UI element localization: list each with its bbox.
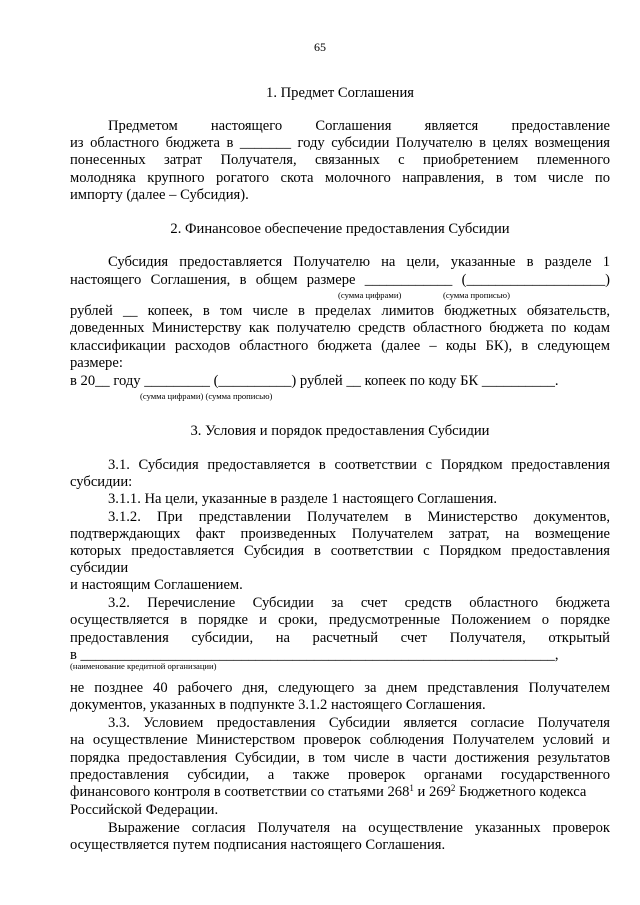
- hint-credit-org: (наименование кредитной организации): [70, 661, 217, 671]
- p33-line-1: 3.3. Условием предоставления Субсидии является согласие Получателя: [108, 715, 610, 731]
- s1-line-1: Предметом настоящего Соглашения является предоставление: [108, 118, 610, 134]
- section-2-heading: 2. Финансовое обеспечение предоставления Субсидии: [170, 221, 510, 237]
- s2-line-1: Субсидия предоставляется Получателю на цели, указанные в разделе 1: [108, 254, 610, 270]
- s1-line-5: импорту (далее – Субсидия).: [70, 187, 249, 203]
- s2-line-6: размере:: [70, 355, 123, 371]
- footnote-sup-2: 2: [450, 783, 456, 793]
- p32-line-2: осуществляется в порядке и сроки, предусмотренные Положением о порядке: [70, 612, 610, 628]
- p33-line-4: предоставления субсидии, а также проверок органами государственного: [70, 767, 610, 783]
- s1-line-2: из областного бюджета в _______ году субсидии Получателю в целях возмещения: [70, 135, 610, 151]
- p33-line-5: [70, 784, 610, 801]
- p32-line-1: 3.2. Перечисление Субсидии за счет средств областного бюджета: [108, 595, 610, 611]
- p33-line-3: порядка предоставления Субсидии, в том числе в части достижения результатов: [70, 750, 610, 766]
- section-1-heading: 1. Предмет Соглашения: [266, 85, 414, 101]
- s1-line-4: молодняка крупного рогатого скота молочного направления, в том числе по: [70, 170, 610, 186]
- page-number: 65: [314, 40, 326, 54]
- p312-line-5: и настоящим Соглашением.: [70, 577, 243, 593]
- p32-line-3: предоставления субсидии, на расчетный счет Получателя, открытый: [70, 630, 610, 646]
- p31-line-2: субсидии:: [70, 474, 133, 490]
- footnote-sup-1: 1: [409, 783, 414, 793]
- s1-line-3: понесенных затрат Получателя, связанных с приобретением племенного: [70, 152, 610, 168]
- p312-line-3: которых предоставляется Субсидия в соответствии с Порядком предоставления: [70, 543, 610, 559]
- p32-line-5: не позднее 40 рабочего дня, следующего за днем представления Получателем: [70, 680, 610, 696]
- s2-line-2: настоящего Соглашения, в общем размере ____________ (___________________): [70, 272, 610, 288]
- p33-line-5a: финансового контроля в соответствии со статьями 268: [70, 784, 410, 800]
- hint-amount-digits: (сумма цифрами): [338, 290, 402, 300]
- p311-line: 3.1.1. На цели, указанные в разделе 1 настоящего Соглашения.: [108, 491, 498, 507]
- p33-line-2: на осуществление Министерством проверок соблюдения Получателем условий и: [70, 732, 610, 748]
- p31-line-1: 3.1. Субсидия предоставляется в соответствии с Порядком предоставления: [108, 457, 610, 473]
- p312-line-2: подтверждающих факт произведенных Получателем затрат, на возмещение: [70, 526, 610, 542]
- hint-amount-digits-words: (сумма цифрами) (сумма прописью): [140, 391, 273, 401]
- p33-line-5c: Бюджетного кодекса: [455, 784, 587, 800]
- s2-line-4: доведенных Министерству как получателю средств областного бюджета по кодам: [70, 320, 610, 336]
- s2-line-3: рублей __ копеек, в том числе в пределах лимитов бюджетных обязательств,: [70, 303, 610, 319]
- s2-line-5: классификации расходов областного бюджета (далее – коды БК), в следующем: [70, 338, 610, 354]
- p33-line-5b: и 269: [413, 784, 451, 800]
- hint-amount-words: (сумма прописью): [443, 290, 510, 300]
- p32-line-4: в _________________________________________________________________,: [70, 647, 559, 663]
- p312-line-1: 3.1.2. При представлении Получателем в Министерство документов,: [108, 509, 610, 525]
- p34-line-2: осуществляется путем подписания настоящего Соглашения.: [70, 837, 446, 853]
- s2-line-7: в 20__ году _________ (__________) рублей __ копеек по коду БК __________.: [70, 373, 559, 389]
- p32-line-6: документов, указанных в подпункте 3.1.2 настоящего Соглашения.: [70, 697, 486, 713]
- section-3-heading: 3. Условия и порядок предоставления Субсидии: [190, 423, 490, 439]
- p33-line-6: Российской Федерации.: [70, 802, 219, 818]
- p312-line-4: субсидии: [70, 560, 129, 576]
- p34-line-1: Выражение согласия Получателя на осуществление указанных проверок: [108, 820, 610, 836]
